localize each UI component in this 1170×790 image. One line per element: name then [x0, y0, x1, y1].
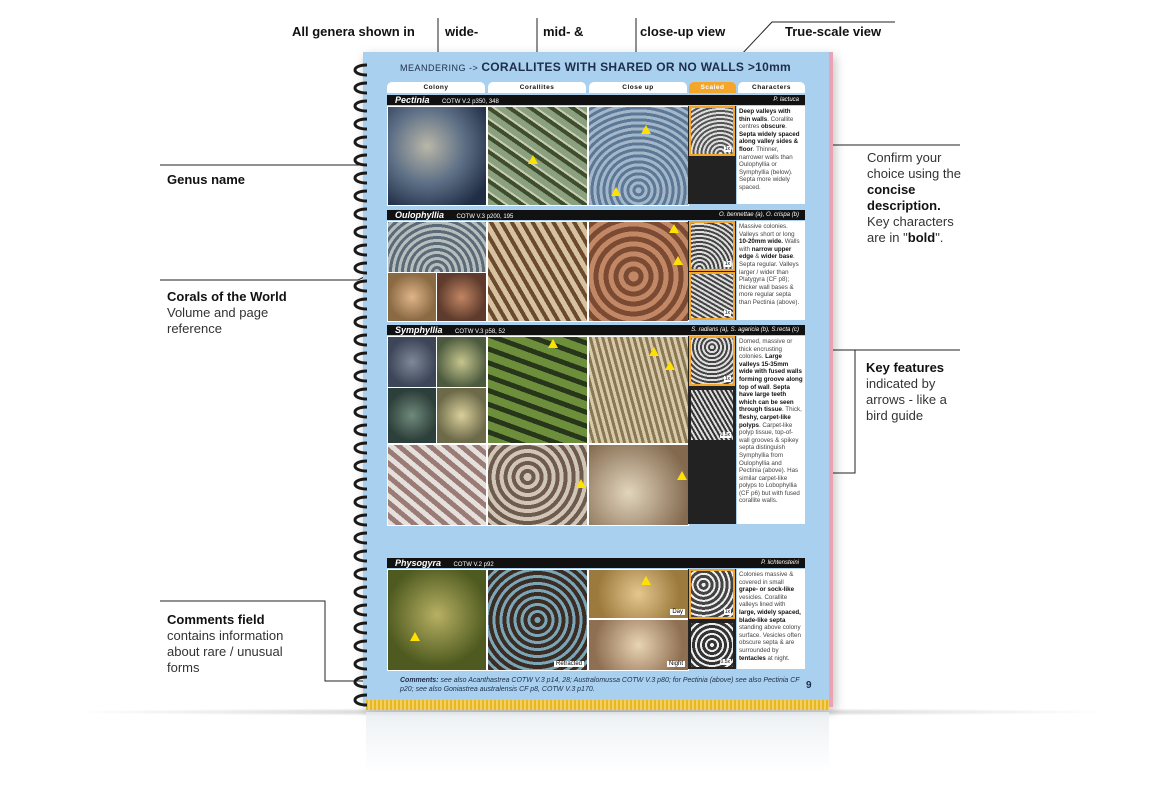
close-up-photo: [588, 444, 689, 526]
scale-label: 1x: [724, 609, 730, 615]
genus-bar-oulophyllia: [387, 210, 805, 220]
scale-label: 0.5x: [720, 659, 730, 665]
description-oulophyllia: Massive colonies. Valleys short or long 10-20mm wide. Walls with narrow upper edge & wider base. Septa regular. Valleys larger / wider than Platygyra (CF p8); thicker wall bases & more regular septa than Pectinia (above).: [737, 221, 805, 320]
scaled-column: [688, 569, 736, 669]
annotation-closeup: close-up view: [640, 24, 726, 39]
corallite-photo: [487, 106, 588, 206]
key-feature-arrow: [528, 155, 538, 164]
species-name: O. bennettae (a), O. crispa (b): [718, 212, 799, 218]
corallite-photo: [487, 569, 588, 671]
annotation-genus-name: Genus name: [167, 172, 246, 187]
genus-name: Oulophyllia: [395, 210, 445, 220]
scaled-column: [688, 106, 736, 204]
genus-bar-symphyllia: [387, 325, 805, 335]
scaled-column: [688, 336, 736, 524]
genus-bar-physogyra: [387, 558, 805, 568]
genus-name: Physogyra: [395, 558, 442, 568]
scaled-photo: [689, 336, 735, 386]
night-label: Night: [668, 661, 683, 667]
scaled-photo: [689, 569, 735, 619]
close-up-photo: [588, 336, 689, 444]
tab-close-up: Close up: [589, 82, 687, 93]
key-feature-arrow: [641, 576, 651, 585]
annotation-comments: Comments field contains information about rare / unusual forms: [167, 612, 284, 675]
cotw-reference: COTW V.2 p92: [453, 562, 494, 568]
key-feature-arrow: [611, 187, 621, 196]
colony-photo: [387, 221, 487, 273]
cotw-reference: COTW V.2 p350, 348: [442, 99, 499, 105]
scaled-photo: [689, 106, 735, 156]
colony-photo: [387, 106, 487, 206]
scaled-column: [688, 221, 736, 320]
close-up-photo: [588, 106, 689, 206]
description-pectinia: Deep valleys with thin walls. Corallite centres obscure. Septa widely spaced along valley sides & floor. Thinner, narrower walls than Oulophyllia or Symphyllia (below). Septa more widely spaced.: [737, 106, 805, 204]
key-feature-arrow: [410, 632, 420, 641]
cotw-reference: COTW V.3 p200, 195: [456, 214, 514, 220]
scale-label: 1x: [724, 261, 730, 267]
page-number: 9: [806, 680, 812, 691]
annotation-true-scale: True-scale view: [785, 24, 882, 39]
scaled-photo: [689, 621, 735, 669]
comments-field: Comments: see also Acanthastrea COTW V.3 p14, 28; Australomussa COTW V.3 p80; for Pectinia (above) see also Pectinia CF p20; see also Goniastrea australensis CF p8, COTW V.3 p170.: [400, 677, 800, 693]
key-feature-arrow: [665, 361, 675, 370]
genus-name: Symphyllia: [395, 325, 443, 335]
species-name: S. radians (a), S. agaricia (b), S.recta (c): [691, 327, 799, 333]
close-up-photo: [588, 221, 689, 322]
corallite-photo: [487, 336, 588, 444]
page-header: MEANDERING -> CORALLITES WITH SHARED OR NO WALLS >10mm: [400, 60, 792, 74]
species-name: P. lichtensteini: [761, 560, 799, 566]
genus-bar-pectinia: [387, 95, 805, 105]
scale-label: 1x: [724, 146, 730, 152]
colony-photo: [387, 444, 487, 526]
colony-photo: [387, 569, 487, 671]
close-up-photo-night: [588, 619, 689, 671]
key-feature-arrow: [677, 471, 687, 480]
key-feature-arrow: [649, 347, 659, 356]
scale-label: 1x: [724, 376, 730, 382]
annotation-confirm: Confirm your choice using the concise description. Key characters are in "bold".: [867, 150, 961, 245]
key-feature-arrow: [576, 479, 586, 488]
colony-photo: [436, 272, 487, 322]
tab-scaled: Scaled: [689, 82, 736, 93]
annotation-key-features: Key features indicated by arrows - like a bird guide: [866, 360, 947, 423]
key-feature-arrow: [669, 224, 679, 233]
genus-name: Pectinia: [395, 95, 430, 105]
tab-corallites: Corallites: [488, 82, 586, 93]
corallite-photo: [487, 444, 588, 526]
colony-photo: [436, 336, 487, 388]
retracted-label: Retracted: [555, 661, 582, 667]
scaled-photo: [689, 388, 735, 442]
scale-label: 0.5x: [720, 432, 730, 438]
close-up-photo-day: [588, 569, 689, 619]
colony-photo: [387, 336, 437, 388]
tab-characters: Characters: [738, 82, 805, 93]
tab-colony: Colony: [387, 82, 485, 93]
colony-photo: [436, 387, 487, 444]
scaled-photo: [689, 272, 735, 320]
colony-photo: [387, 387, 437, 444]
day-label: Day: [672, 609, 683, 615]
page-edge: [366, 700, 829, 710]
colony-photo: [387, 272, 437, 322]
scale-label: 1x: [724, 310, 730, 316]
key-feature-arrow: [673, 256, 683, 265]
description-physogyra: Colonies massive & covered in small grape- or sock-like vesicles. Corallite valleys lined with large, widely spaced, blade-like septa standing above colony surface. Vesicles often obscure septa & are surrounded by tentacles at night.: [737, 569, 805, 669]
scaled-photo: [689, 221, 735, 271]
column-tabs: [387, 82, 805, 93]
spiral-binding: [345, 60, 375, 710]
description-symphyllia: Domed, massive or thick encrusting colonies. Large valleys 15-35mm wide with fused walls forming groove along top of wall. Septa have large teeth which can be seen through tissue. Thick, fleshy, carpet-like polyps. Carpet-like polyp tissue, top-of-wall grooves & spikey septa distinguish Symphyllia from Oulophyllia and Pectinia (above). Has similar carpet-like polyps to Lobophyllia (CF p6) but with fused corallite walls.: [737, 336, 805, 524]
key-feature-arrow: [641, 125, 651, 134]
key-feature-arrow: [548, 339, 558, 348]
corallite-photo: [487, 221, 588, 322]
annotation-all-genera: All genera shown in: [292, 24, 415, 39]
annotation-wide: wide-: [445, 24, 479, 39]
species-name: P. lactuca: [773, 97, 799, 103]
annotation-mid: mid- &: [543, 24, 584, 39]
page-reflection: [366, 712, 829, 772]
cotw-reference: COTW V.3 p58, 52: [455, 329, 506, 335]
annotation-cotw: Corals of the World Volume and page reference: [167, 289, 287, 336]
